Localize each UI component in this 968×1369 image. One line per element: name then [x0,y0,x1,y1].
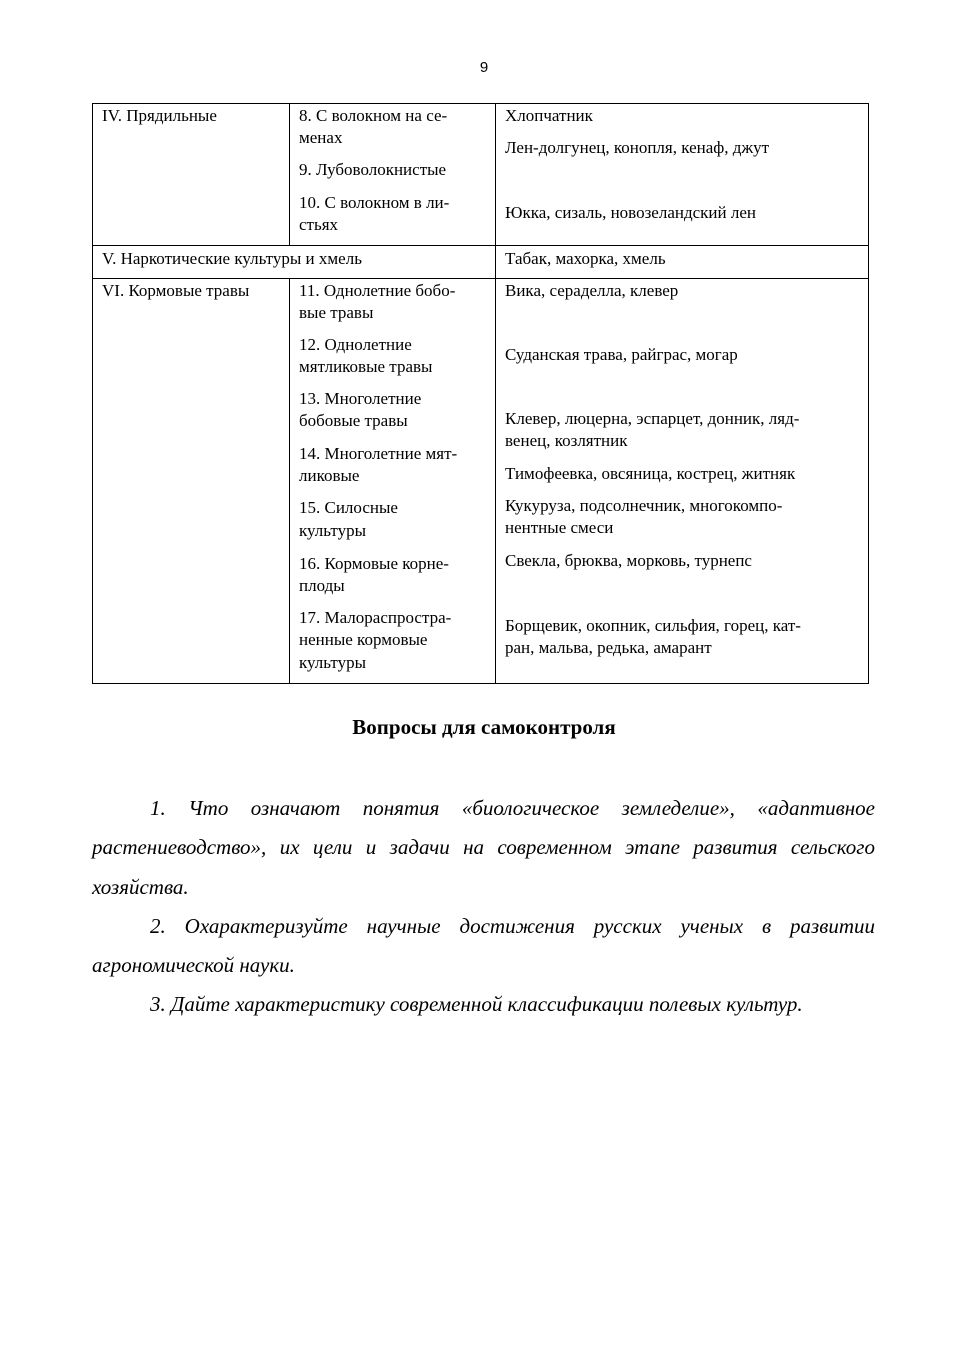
subgroup-line: плоды [299,576,345,595]
subgroup-line: вые травы [299,303,374,322]
subgroup-line: 11. Однолетние бобо- [299,281,456,300]
subgroup-line: 17. Малораспростра- [299,608,452,627]
subgroups-cell [290,104,496,246]
subgroup-line: 16. Кормовые корне- [299,554,449,573]
subgroup-line: 15. Силосные [299,498,398,517]
example-line: венец, козлятник [505,431,628,450]
table-row-forage [93,279,869,684]
group-label: VI. Кормовые травы [102,281,250,300]
example-line: Клевер, люцерна, эспарцет, донник, ляд- [505,409,800,428]
table-row-narcotic [93,246,869,279]
example-line: нентные смеси [505,518,614,537]
example-line: Табак, махорка, хмель [505,249,666,268]
subgroups-list [290,279,495,682]
subgroup-line: 14. Многолетние мят- [299,444,458,463]
examples-list [496,104,868,244]
example-line: Борщевик, окопник, сильфия, горец, кат- [505,616,801,635]
example-line: Вика, сераделла, клевер [505,281,679,300]
group-label: IV. Прядильные [102,106,217,125]
group-cell [93,104,290,246]
section-heading: Вопросы для самоконтроля [352,715,616,739]
subgroup-line: 12. Однолетние [299,335,412,354]
crop-classification-table [92,103,869,684]
subgroup-line: бобовые травы [299,411,408,430]
subgroup-line: ненные кормовые [299,630,428,649]
question-item: 3. Дайте характеристику современной классификации полевых культур. [150,992,803,1017]
subgroup-line: 8. С волокном на се- [299,106,448,125]
examples-cell [496,104,869,246]
subgroups-list [290,104,495,244]
example-line: Кукуруза, подсолнечник, многокомпо- [505,496,783,515]
example-line: Хлопчатник [505,106,593,125]
page-number: 9 [479,59,489,76]
examples-cell [496,246,869,279]
questions-list [92,789,875,1025]
subgroups-cell [290,279,496,684]
example-line: Суданская трава, райграс, могар [505,345,738,364]
question-item: 1. Что означают понятия «биологическое земледелие», «адаптивное растениеводство», их цели и задачи на современном этапе развития сельского хозяйства. [92,796,875,899]
subgroup-line: стьях [299,215,339,234]
examples-list [496,279,868,682]
subgroup-line: культуры [299,653,366,672]
subgroup-line: 10. С волокном в ли- [299,193,450,212]
subgroup-line: менах [299,128,343,147]
group-label: V. Наркотические культуры и хмель [102,249,362,268]
subgroup-line: 9. Лубоволокнистые [299,160,447,179]
example-line: Тимофеевка, овсяница, кострец, житняк [505,464,796,483]
example-line: Лен-долгунец, конопля, кенаф, джут [505,138,770,157]
example-line: Юкка, сизаль, новозеландский лен [505,203,756,222]
example-line: Свекла, брюква, морковь, турнепс [505,551,752,570]
group-cell [93,246,496,279]
examples-cell [496,279,869,684]
subgroup-line: мятликовые травы [299,357,433,376]
subgroup-line: культуры [299,521,366,540]
subgroup-line: 13. Многолетние [299,389,422,408]
question-item: 2. Охарактеризуйте научные достижения русских ученых в развитии агрономической науки. [92,913,875,978]
group-cell [93,279,290,684]
table-row-spinning [93,104,869,246]
subgroup-line: ликовые [299,466,360,485]
example-line: ран, мальва, редька, амарант [505,638,712,657]
